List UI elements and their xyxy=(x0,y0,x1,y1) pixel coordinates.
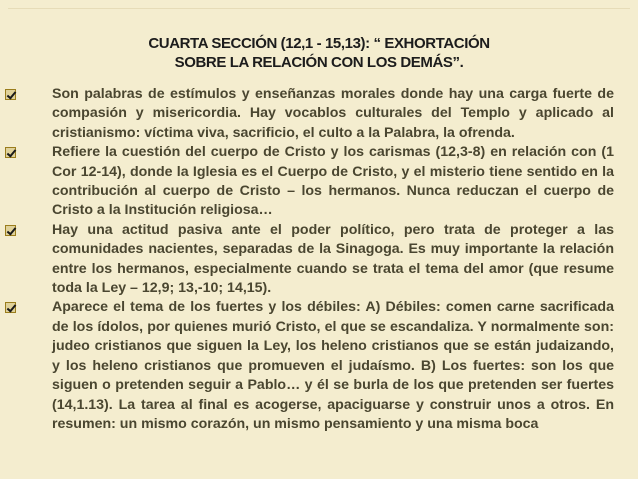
slide-title xyxy=(60,34,578,72)
title-line-1: CUARTA SECCIÓN (12,1 - 15,13): “ EXHORTACIÓN xyxy=(148,35,490,52)
checkbox-check-icon xyxy=(5,147,16,158)
bullet-text: Refiere la cuestión del cuerpo de Cristo y los carismas (12,3-8) en relación con (1 Cor 12-14), donde la Iglesia es el Cuerpo de Cristo, y el misterio tiene sentido en la contribución al cuerpo de Cristo – los hermanos. Nunca reduczan el cuerpo de Cristo a la Institución religiosa… xyxy=(52,144,614,219)
checkbox-check-icon xyxy=(5,89,16,100)
bullet-text: Aparece el tema de los fuertes y los débiles: A) Débiles: comen carne sacrificada de los ídolos, por quienes murió Cristo, el que se escandaliza. Y normalmente son: judeo cristianos que siguen la Ley, los heleno cristianos que se están judaizando, y los heleno cristianos que promueven el judaísmo. B) Los fuertes: son los que siguen o pretenden seguir a Pablo… y él se burla de los que pretenden ser fuertes (14,1.13). La tarea al final es acogerse, apaciguarse y construir unos a otros. En resumen: un mismo corazón, un mismo pensamiento y una misma boca xyxy=(52,299,614,432)
title-line-2: SOBRE LA RELACIÓN CON LOS DEMÁS”. xyxy=(174,54,464,71)
bullet-list xyxy=(2,85,614,434)
bullet-item xyxy=(2,85,614,143)
checkbox-check-icon xyxy=(5,302,16,313)
bullet-item xyxy=(2,298,614,434)
checkbox-check-icon xyxy=(5,225,16,236)
bullet-item xyxy=(2,143,614,221)
bullet-item xyxy=(2,221,614,299)
bullet-text: Son palabras de estímulos y enseñanzas morales donde hay una carga fuerte de compasión y misericordia. Hay vocablos culturales del Templo y aplicado al cristianismo: víctima viva, sacrificio, el culto a la Palabra, la ofrenda. xyxy=(52,86,614,141)
top-divider xyxy=(8,8,630,9)
bullet-text: Hay una actitud pasiva ante el poder político, pero trata de proteger a las comunidades nacientes, separadas de la Sinagoga. Es muy importante la relación entre los hermanos, especialmente cuando se trata el tema del amor (que resume toda la Ley – 12,9; 13,-10; 14,15). xyxy=(52,221,614,297)
